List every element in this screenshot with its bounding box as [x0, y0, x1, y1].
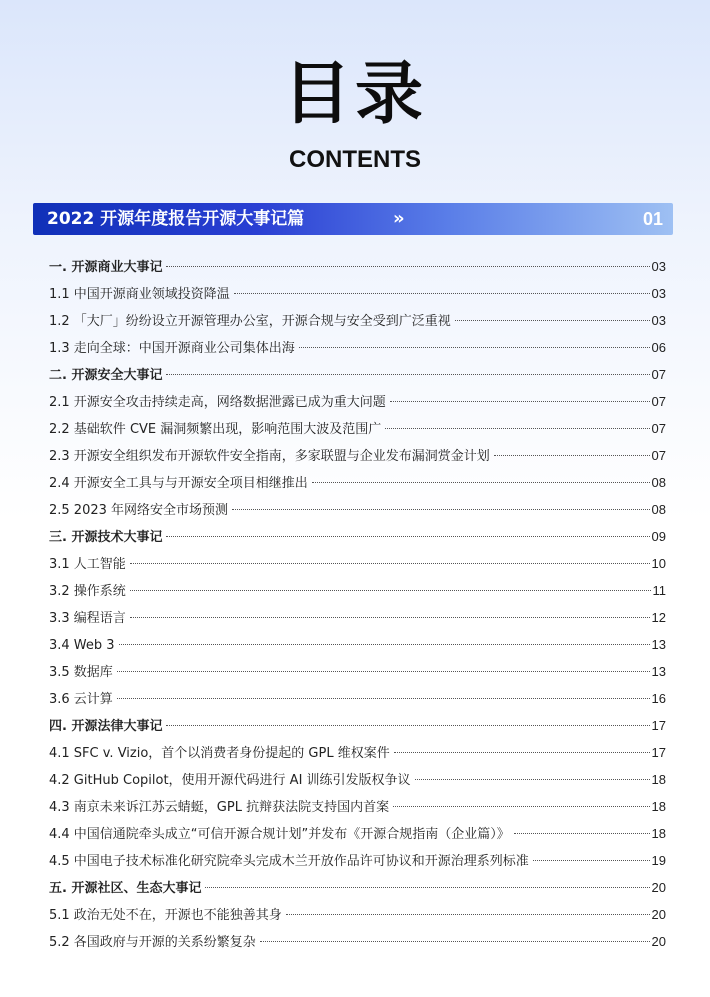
toc-page-number: 20 [651, 880, 666, 895]
toc-page-number: 13 [651, 664, 666, 679]
toc-page-number: 03 [651, 259, 666, 274]
toc-page-number: 11 [652, 583, 666, 598]
toc-entry-label: 3.1 人工智能 [49, 557, 126, 572]
dot-leader [130, 562, 650, 564]
toc-entry-label: 3.5 数据库 [49, 665, 113, 680]
dot-leader [166, 535, 649, 537]
dot-leader [117, 670, 650, 672]
toc-entry-label: 五. 开源社区、生态大事记 [49, 881, 202, 896]
dot-leader [299, 346, 650, 348]
toc-page-number: 07 [651, 421, 666, 436]
toc-entry-label: 4.3 南京未来诉江苏云蜻蜓，GPL 抗辩获法院支持国内首案 [49, 800, 390, 815]
toc-entry-label: 2.1 开源安全攻击持续走高，网络数据泄露已成为重大问题 [49, 395, 386, 410]
toc-entry-label: 三. 开源技术大事记 [49, 530, 163, 545]
toc-page-number: 17 [651, 745, 666, 760]
chapter-banner [33, 203, 673, 235]
dot-leader [117, 697, 650, 699]
toc-entry-label: 5.1 政治无处不在，开源也不能独善其身 [49, 908, 282, 923]
toc-entry-label: 5.2 各国政府与开源的关系纷繁复杂 [49, 935, 256, 950]
toc-section-entry[interactable] [49, 874, 666, 901]
toc-page-number: 03 [651, 313, 666, 328]
dot-leader [130, 616, 650, 618]
toc-entry-label: 一. 开源商业大事记 [49, 260, 163, 275]
page-title: 目录 [282, 55, 427, 134]
toc-entry[interactable] [49, 604, 666, 631]
dot-leader [494, 454, 650, 456]
toc-entry[interactable] [49, 334, 666, 361]
toc-page-number: 07 [651, 448, 666, 463]
toc-entry[interactable] [49, 739, 666, 766]
toc-section-entry[interactable] [49, 253, 666, 280]
toc-entry-label: 2.2 基础软件 CVE 漏洞频繁出现，影响范围大波及范围广 [49, 422, 382, 437]
toc-entry-label: 4.4 中国信通院牵头成立“可信开源合规计划”并发布《开源合规指南（企业篇）》 [49, 827, 510, 842]
toc-entry-label: 4.5 中国电子技术标准化研究院牵头完成木兰开放作品许可协议和开源治理系列标准 [49, 854, 529, 869]
toc-page-number: 03 [651, 286, 666, 301]
dot-leader [130, 589, 651, 591]
toc-entry[interactable] [49, 307, 666, 334]
toc-entry-label: 4.2 GitHub Copilot，使用开源代码进行 AI 训练引发版权争议 [49, 773, 411, 788]
toc-entry[interactable] [49, 901, 666, 928]
toc-page-number: 06 [651, 340, 666, 355]
dot-leader [393, 805, 649, 807]
chapter-number: 01 [642, 209, 663, 229]
toc-entry[interactable] [49, 766, 666, 793]
dot-leader [415, 778, 650, 780]
toc-page-number: 08 [651, 502, 666, 517]
double-chevron-right-icon: » [393, 208, 405, 229]
dot-leader [455, 319, 650, 321]
dot-leader [205, 886, 649, 888]
toc-entry-label: 3.6 云计算 [49, 692, 113, 707]
toc-page-number: 20 [651, 934, 666, 949]
toc-entry[interactable] [49, 442, 666, 469]
toc-entry[interactable] [49, 577, 666, 604]
toc-entry[interactable] [49, 685, 666, 712]
toc-entry[interactable] [49, 793, 666, 820]
toc-entry-label: 2.5 2023 年网络安全市场预测 [49, 503, 229, 518]
dot-leader [533, 859, 650, 861]
toc-entry[interactable] [49, 820, 666, 847]
toc-entry[interactable] [49, 496, 666, 523]
toc-entry-label: 1.2 「大厂」纷纷设立开源管理办公室，开源合规与安全受到广泛重视 [49, 314, 451, 329]
chapter-title: 2022 开源年度报告开源大事记篇 [47, 209, 305, 229]
toc-page-number: 08 [651, 475, 666, 490]
dot-leader [286, 913, 650, 915]
toc-entry-label: 2.4 开源安全工具与与开源安全项目相继推出 [49, 476, 308, 491]
dot-leader [260, 940, 650, 942]
toc-page-number: 18 [651, 772, 666, 787]
table-of-contents [49, 253, 666, 955]
toc-entry[interactable] [49, 631, 666, 658]
toc-entry-label: 1.3 走向全球：中国开源商业公司集体出海 [49, 341, 295, 356]
dot-leader [514, 832, 650, 834]
dot-leader [166, 724, 649, 726]
toc-page-number: 16 [651, 691, 666, 706]
dot-leader [119, 643, 650, 645]
toc-entry-label: 二. 开源安全大事记 [49, 368, 163, 383]
toc-entry[interactable] [49, 280, 666, 307]
toc-entry[interactable] [49, 469, 666, 496]
toc-page-number: 17 [651, 718, 666, 733]
toc-page-number: 07 [651, 394, 666, 409]
dot-leader [312, 481, 650, 483]
dot-leader [234, 292, 650, 294]
dot-leader [394, 751, 650, 753]
toc-entry[interactable] [49, 847, 666, 874]
dot-leader [390, 400, 650, 402]
toc-section-entry[interactable] [49, 523, 666, 550]
toc-entry[interactable] [49, 928, 666, 955]
dot-leader [232, 508, 650, 510]
toc-entry[interactable] [49, 388, 666, 415]
toc-entry[interactable] [49, 550, 666, 577]
toc-page-number: 19 [651, 853, 666, 868]
toc-page-number: 13 [651, 637, 666, 652]
toc-entry-label: 2.3 开源安全组织发布开源软件安全指南，多家联盟与企业发布漏洞赏金计划 [49, 449, 490, 464]
toc-entry-label: 1.1 中国开源商业领域投资降温 [49, 287, 230, 302]
toc-page-number: 12 [651, 610, 666, 625]
toc-section-entry[interactable] [49, 361, 666, 388]
toc-entry-label: 3.2 操作系统 [49, 584, 126, 599]
toc-page-number: 10 [651, 556, 666, 571]
toc-entry-label: 四. 开源法律大事记 [49, 719, 163, 734]
toc-entry[interactable] [49, 415, 666, 442]
dot-leader [166, 265, 649, 267]
toc-entry-label: 3.3 编程语言 [49, 611, 126, 626]
toc-page-number: 20 [651, 907, 666, 922]
toc-page-number: 18 [651, 826, 666, 841]
toc-section-entry[interactable] [49, 712, 666, 739]
toc-entry[interactable] [49, 658, 666, 685]
toc-page-number: 18 [651, 799, 666, 814]
page-subtitle: CONTENTS [289, 146, 421, 173]
toc-entry-label: 3.4 Web 3 [49, 638, 115, 653]
toc-entry-label: 4.1 SFC v. Vizio，首个以消费者身份提起的 GPL 维权案件 [49, 746, 390, 761]
toc-page-number: 07 [651, 367, 666, 382]
dot-leader [166, 373, 649, 375]
toc-page-number: 09 [651, 529, 666, 544]
dot-leader [385, 427, 649, 429]
